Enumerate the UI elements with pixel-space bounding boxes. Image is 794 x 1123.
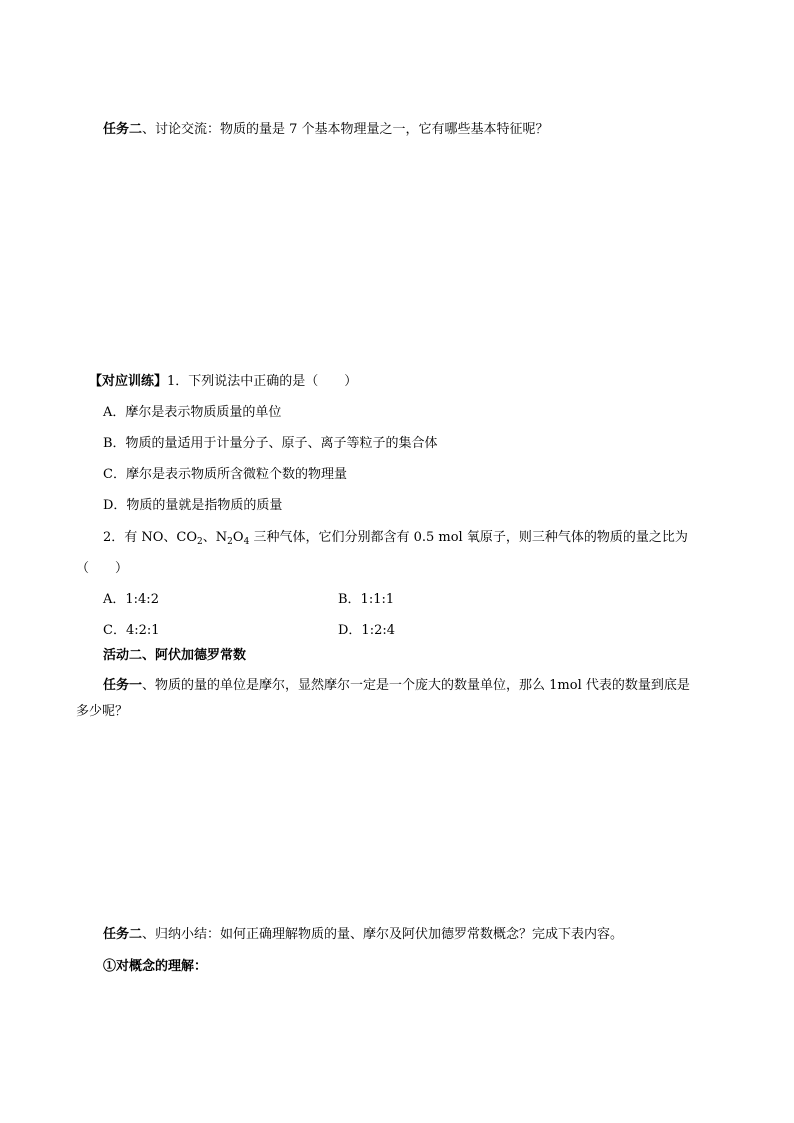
q1-option-a: A．摩尔是表示物质质量的单位	[103, 405, 282, 420]
task2-summary	[103, 926, 623, 944]
task2-summary-text: 、归纳小结：如何正确理解物质的量、摩尔及阿伏加德罗常数概念？完成下表内容。	[142, 927, 624, 942]
task2-summary-label: 任务二	[103, 927, 143, 942]
q2-stem: 2．有 NO、$CO_2$、$N_2O_4$ 三种气体，它们分别都含有 0.5 mol 氧原子，则三种气体的物质的量之比为	[103, 530, 688, 547]
task1-line2: 多少呢？	[76, 704, 129, 719]
q1-option-c: C．摩尔是表示物质所含微粒个数的物理量	[103, 467, 347, 482]
concept-understanding: ①对概念的理解：	[103, 959, 208, 974]
task2-discussion	[103, 121, 549, 139]
practice-heading: 【对应训练】	[89, 374, 168, 389]
task1-label: 任务一	[103, 678, 143, 693]
practice-q1-stem	[89, 373, 357, 391]
q1-stem-text: 1．下列说法中正确的是（ ）	[167, 374, 358, 389]
task1-line1	[103, 677, 690, 695]
task2-label: 任务二	[103, 122, 143, 137]
q2-option-a: A．1:4:2	[103, 592, 159, 607]
q2-paren: （ ）	[76, 561, 129, 576]
task1-text-line1: 、物质的量的单位是摩尔，显然摩尔一定是一个庞大的数量单位，那么 1mol 代表的数量到底是	[142, 678, 690, 693]
q2-option-c: C．4:2:1	[103, 623, 160, 638]
task2-discussion-text: 、讨论交流：物质的量是 7 个基本物理量之一，它有哪些基本特征呢？	[142, 122, 549, 137]
q1-option-b: B．物质的量适用于计量分子、原子、离子等粒子的集合体	[103, 436, 438, 451]
q2-option-d: D．1:2:4	[338, 623, 395, 638]
q2-option-b: B．1:1:1	[338, 592, 395, 607]
activity2-title: 活动二、阿伏加德罗常数	[103, 648, 247, 663]
q1-option-d: D．物质的量就是指物质的质量	[103, 498, 283, 513]
